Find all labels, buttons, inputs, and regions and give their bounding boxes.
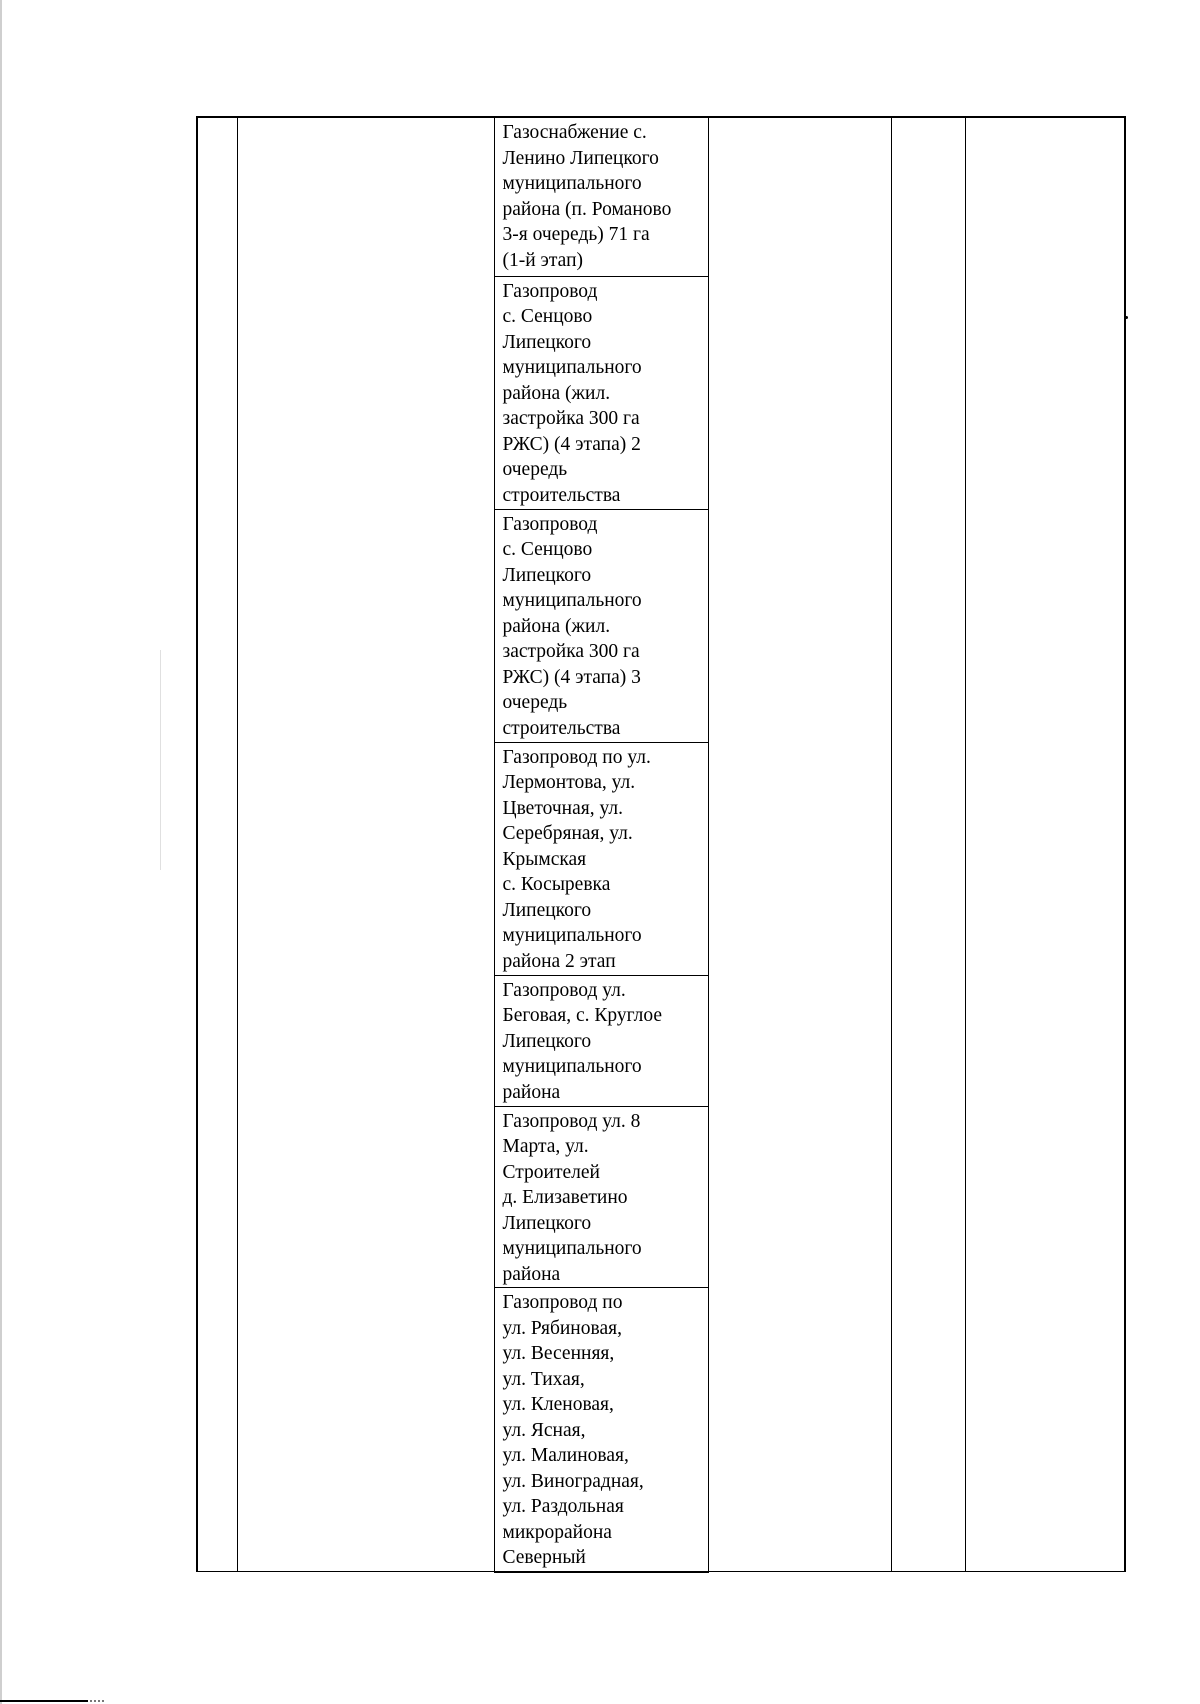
object-name-cell — [494, 509, 708, 742]
object-name-text: Газопровод по ул. Рябиновая, ул. Весенняя, ул. Тихая, ул. Кленовая, ул. Ясная, ул. Малиновая, ул. Виноградная, ул. Раздольная микрорайона Северный — [502, 1292, 644, 1568]
number-column-cell — [197, 117, 237, 1572]
empty-column-cell — [708, 117, 891, 1572]
gas-supply-objects-table — [196, 116, 1126, 1573]
empty-column-cell — [965, 117, 1125, 1572]
object-name-cell — [494, 1288, 708, 1572]
object-name-cell — [494, 975, 708, 1106]
object-name-text: Газопровод ул. Беговая, с. Круглое Липецкого муниципального района — [502, 979, 662, 1103]
object-name-text: Газопровод с. Сенцово Липецкого муниципального района (жил. застройка 300 га РЖС) (4 этапа) 3 очередь строительства — [502, 513, 642, 739]
scan-margin-mark — [160, 650, 161, 870]
object-name-text: Газопровод по ул. Лермонтова, ул. Цветочная, ул. Серебряная, ул. Крымская с. Косыревка Липецкого муниципального района 2 этап — [502, 746, 651, 972]
object-name-text: Газопровод ул. 8 Марта, ул. Строителей д. Елизаветино Липецкого муниципального района — [502, 1110, 642, 1285]
footnote-dots — [90, 1700, 104, 1704]
object-name-cell — [494, 742, 708, 975]
program-name-column-cell — [237, 117, 494, 1572]
object-name-text: Газопровод с. Сенцово Липецкого муниципального района (жил. застройка 300 га РЖС) (4 этапа) 2 очередь строительства — [502, 280, 642, 506]
scan-dot-mark — [1125, 316, 1128, 319]
object-name-cell — [494, 1106, 708, 1288]
footnote-rule — [0, 1700, 88, 1702]
table-row — [197, 117, 1125, 276]
scan-left-edge — [0, 0, 2, 1704]
object-name-cell — [494, 276, 708, 509]
object-name-text: Газоснабжение с. Ленино Липецкого муниципального района (п. Романово 3-я очередь) 71 га (1-й этап) — [502, 122, 672, 271]
object-name-cell — [494, 117, 708, 276]
empty-column-cell — [891, 117, 965, 1572]
